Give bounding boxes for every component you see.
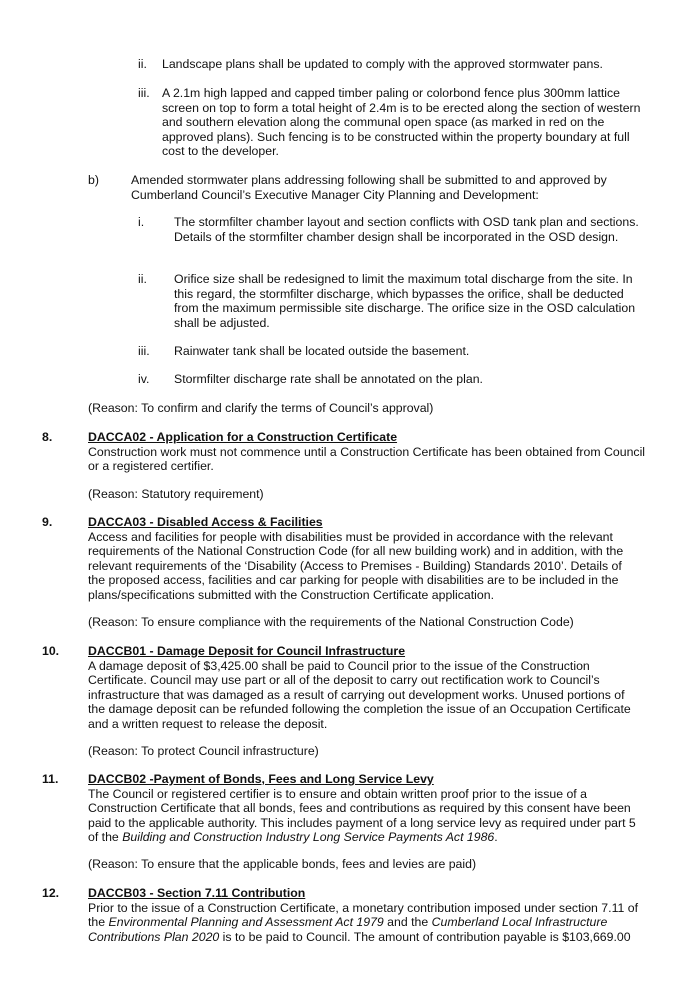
condition-8-reason: (Reason: Statutory requirement): [88, 487, 264, 501]
condition-12: [88, 886, 641, 944]
item-a-iii-text: A 2.1m high lapped and capped timber paling or colorbond fence plus 300mm lattice screen on top to form a total height of 2.4m is to be erected along the section of western and southern elevation along the communal open space (as marked in red on the approved plans). Such fencing is to be constructed within the property boundary at full cost to the developer.: [162, 86, 641, 159]
condition-8-title: DACCA02 - Application for a Construction Certificate: [88, 430, 398, 444]
condition-10-title: DACCB01 - Damage Deposit for Council Infrastructure: [88, 644, 406, 658]
condition-10-reason: (Reason: To protect Council infrastructure): [88, 744, 319, 758]
section-b-reason: (Reason: To confirm and clarify the terms of Council’s approval): [88, 401, 434, 415]
condition-12-number: 12.: [42, 886, 60, 900]
condition-12-title: DACCB03 - Section 7.11 Contribution: [88, 886, 306, 900]
item-b-ii-number: ii.: [138, 272, 147, 286]
condition-11-title: DACCB02 -Payment of Bonds, Fees and Long Service Levy: [88, 772, 434, 786]
condition-8-number: 8.: [42, 430, 53, 444]
condition-8: [88, 430, 648, 474]
item-a-ii-text: Landscape plans shall be updated to comply with the approved stormwater pans.: [162, 57, 603, 71]
item-b-iii-text: Rainwater tank shall be located outside the basement.: [174, 344, 470, 358]
condition-9-number: 9.: [42, 515, 53, 529]
item-b-iii-number: iii.: [138, 344, 150, 358]
item-b-i-number: i.: [138, 215, 145, 229]
condition-9: [88, 515, 641, 603]
condition-11-reason: (Reason: To ensure that the applicable bonds, fees and levies are paid): [88, 857, 477, 871]
item-b-ii-text: Orifice size shall be redesigned to limit the maximum total discharge from the site. In this regard, the stormfilter discharge, which bypasses the orifice, shall be deducted from the maximum permissible site discharge. The orifice size in the OSD calculation shall be adjusted.: [174, 272, 636, 330]
condition-12-body: Prior to the issue of a Construction Certificate, a monetary contribution imposed under section 7.11 of the Environmental Planning and Assessment Act 1979 and the Cumberland Local Infrastructure Contributions Plan 2020 is to be paid to Council. The amount of contribution payable is $103,669.00: [88, 900, 639, 944]
condition-11-act-name: Building and Construction Industry Long Service Payments Act 1986: [122, 830, 495, 845]
condition-10: [88, 644, 641, 732]
condition-12-plan-name: Cumberland Local Infrastructure Contributions Plan 2020: [88, 915, 608, 944]
condition-10-body: A damage deposit of $3,425.00 shall be paid to Council prior to the issue of the Construction Certificate. Council may use part or all of the deposit to carry out rectification work to Council’s infrastructure that was damaged as a result of carrying out development works. Unused portions of the damage deposit can be refunded following the completion the issue of an Occupation Certificate and a written request to release the deposit.: [88, 658, 631, 731]
condition-9-body: Access and facilities for people with disabilities must be provided in accordance with the relevant requirements of the National Construction Code (for all new building work) and in addition, with the relevant requirements of the ‘Disability (Access to Premises - Building) Standards 2010’. Details of the proposed access, facilities and car parking for people with disabilities are to be included in the plans/specifications submitted with the Construction Certificate application.: [88, 529, 624, 602]
condition-9-reason: (Reason: To ensure compliance with the requirements of the National Construction Code): [88, 615, 574, 629]
section-b-label: b): [88, 173, 99, 187]
item-b-iv-number: iv.: [138, 372, 150, 386]
condition-11-number: 11.: [42, 772, 59, 786]
condition-11: [88, 772, 641, 845]
condition-11-body: The Council or registered certifier is to ensure and obtain written proof prior to the issue of a Construction Certificate that all bonds, fees and contributions as required by this consent have been paid to the applicable authority. This includes payment of a long service levy as required under part 5 of the Building and Construction Industry Long Service Payments Act 1986.: [88, 786, 636, 845]
item-a-iii-number: iii.: [138, 86, 150, 100]
condition-12-act-name: Environmental Planning and Assessment Act 1979: [108, 915, 384, 930]
item-a-ii-number: ii.: [138, 57, 147, 71]
condition-9-title: DACCA03 - Disabled Access & Facilities: [88, 515, 323, 529]
item-b-iv-text: Stormfilter discharge rate shall be annotated on the plan.: [174, 372, 483, 386]
item-b-i-text: The stormfilter chamber layout and section conflicts with OSD tank plan and sections. Details of the stormfilter chamber design shall be incorporated in the OSD design.: [174, 215, 639, 244]
section-b-text: Amended stormwater plans addressing following shall be submitted to and approved by Cumberland Council’s Executive Manager City Planning and Development:: [131, 173, 607, 202]
condition-10-number: 10.: [42, 644, 60, 658]
condition-8-body: Construction work must not commence until a Construction Certificate has been obtained from Council or a registered certifier.: [88, 444, 646, 474]
